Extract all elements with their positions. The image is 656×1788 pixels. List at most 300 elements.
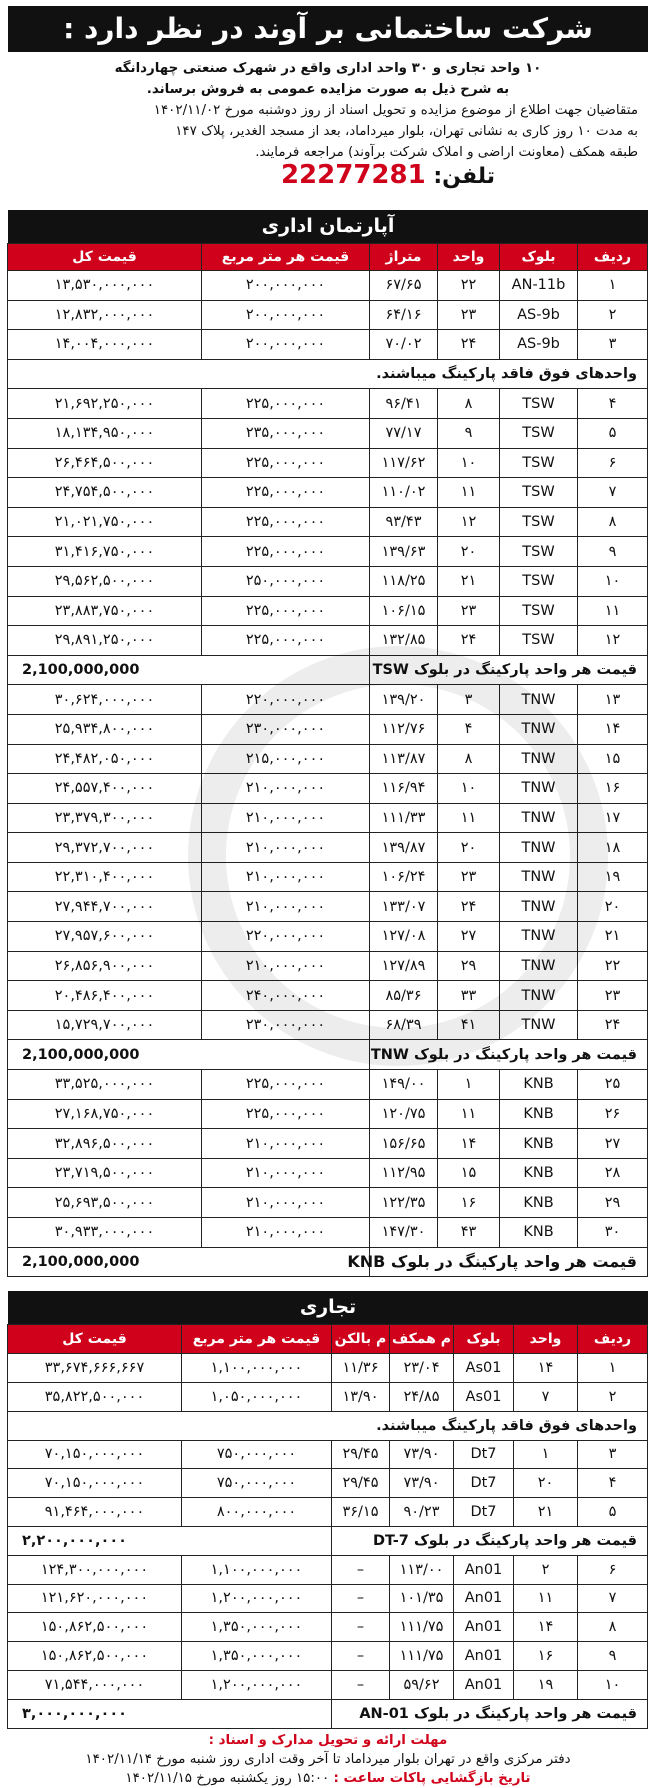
cell-block: An01 — [454, 1584, 514, 1613]
table-row — [8, 774, 648, 804]
spacer — [8, 1277, 648, 1291]
cell-row-no: ۱۱ — [578, 596, 648, 626]
cell-price-per-sqm: ۲۲۵,۰۰۰,۰۰۰ — [202, 1099, 370, 1129]
cell-row-no: ۸ — [578, 1613, 648, 1642]
cell-row-no: ۱۵ — [578, 744, 648, 774]
office-table — [7, 243, 648, 1277]
cell-row-no: ۱۷ — [578, 803, 648, 833]
intro-line-2: به شرح ذیل به صورت مزایده عمومی به فروش برساند. — [146, 82, 510, 97]
cell-row-no: ۵ — [578, 418, 648, 448]
cell-unit: ۲۰ — [514, 1469, 578, 1498]
cell-total-price: ۲۴,۵۵۷,۴۰۰,۰۰۰ — [8, 774, 202, 804]
cell-row-no: ۲۹ — [578, 1188, 648, 1218]
phone-line — [18, 160, 638, 190]
table-row — [8, 1129, 648, 1159]
commercial-group-2 — [8, 1440, 648, 1526]
table-row — [8, 1670, 648, 1699]
cell-area: ۱۰۶/۲۴ — [370, 862, 438, 892]
cell-total-price: ۲۷,۹۵۷,۶۰۰,۰۰۰ — [8, 922, 202, 952]
cell-row-no: ۱ — [578, 1354, 648, 1383]
cell-block: KNB — [500, 1158, 578, 1188]
cell-total-price: ۷۰,۱۵۰,۰۰۰,۰۰۰ — [8, 1469, 182, 1498]
cell-area: ۷۷/۱۷ — [370, 418, 438, 448]
intro-line-5: طبقه همکف (معاونت اراضی و املاک شرکت برآوند) مراجعه فرمایند. — [255, 145, 638, 160]
office-header-row — [8, 244, 648, 271]
opening-title: تاریخ بازگشایی پاکات ساعت : — [333, 1770, 531, 1786]
col-block: بلوک — [454, 1325, 514, 1354]
table-row — [8, 1188, 648, 1218]
cell-area: ۱۲۰/۷۵ — [370, 1099, 438, 1129]
cell-area: ۱۴۷/۳۰ — [370, 1218, 438, 1248]
commercial-group-3 — [8, 1555, 648, 1699]
cell-area: ۱۳۳/۰۷ — [370, 892, 438, 922]
cell-unit: ۸ — [438, 389, 500, 419]
cell-unit: ۲۳ — [438, 596, 500, 626]
cell-total-price: ۳۲,۸۹۶,۵۰۰,۰۰۰ — [8, 1129, 202, 1159]
cell-area: ۱۲۲/۳۵ — [370, 1188, 438, 1218]
cell-ground-area: ۱۱۱/۷۵ — [390, 1613, 454, 1642]
cell-row-no: ۱۲ — [578, 626, 648, 656]
cell-price-per-sqm: ۲۲۵,۰۰۰,۰۰۰ — [202, 626, 370, 656]
table-row — [8, 981, 648, 1011]
cell-block: TSW — [500, 418, 578, 448]
cell-row-no: ۳ — [578, 1440, 648, 1469]
cell-total-price: ۷۱,۵۴۴,۰۰۰,۰۰۰ — [8, 1670, 182, 1699]
no-parking-note: واحدهای فوق فاقد پارکینگ میباشند. — [8, 359, 648, 389]
table-row — [8, 448, 648, 478]
cell-price-per-sqm: ۱,۰۵۰,۰۰۰,۰۰۰ — [182, 1382, 332, 1411]
cell-total-price: ۲۵,۹۳۴,۸۰۰,۰۰۰ — [8, 714, 202, 744]
cell-price-per-sqm: ۲۲۵,۰۰۰,۰۰۰ — [202, 448, 370, 478]
table-row — [8, 1382, 648, 1411]
cell-total-price: ۲۱,۶۹۲,۲۵۰,۰۰۰ — [8, 389, 202, 419]
cell-price-per-sqm: ۲۱۰,۰۰۰,۰۰۰ — [202, 951, 370, 981]
phone-number: 22277281 — [280, 160, 426, 190]
cell-total-price: ۳۵,۸۲۲,۵۰۰,۰۰۰ — [8, 1382, 182, 1411]
cell-price-per-sqm: ۱,۲۰۰,۰۰۰,۰۰۰ — [182, 1584, 332, 1613]
cell-area: ۱۳۹/۸۷ — [370, 833, 438, 863]
cell-area: ۱۱۸/۲۵ — [370, 566, 438, 596]
cell-unit: ۳۳ — [438, 981, 500, 1011]
cell-block: An01 — [454, 1642, 514, 1671]
table-row — [8, 1354, 648, 1383]
cell-unit: ۲ — [514, 1555, 578, 1584]
cell-block: AN-11b — [500, 271, 578, 301]
intro-text — [8, 52, 648, 210]
cell-price-per-sqm: ۸۰۰,۰۰۰,۰۰۰ — [182, 1498, 332, 1527]
ad-page — [8, 6, 648, 1786]
cell-area: ۶۴/۱۶ — [370, 300, 438, 330]
office-section-heading: آپارتمان اداری — [8, 210, 648, 243]
cell-total-price: ۲۴,۴۸۲,۰۵۰,۰۰۰ — [8, 744, 202, 774]
cell-price-per-sqm: ۲۱۰,۰۰۰,۰۰۰ — [202, 1188, 370, 1218]
cell-row-no: ۶ — [578, 448, 648, 478]
cell-total-price: ۲۹,۳۷۲,۷۰۰,۰۰۰ — [8, 833, 202, 863]
cell-balcony-area: – — [332, 1613, 390, 1642]
cell-block: TSW — [500, 537, 578, 567]
cell-unit: ۴۳ — [438, 1218, 500, 1248]
cell-unit: ۲۴ — [438, 626, 500, 656]
parking-knb-row — [8, 1247, 648, 1277]
cell-unit: ۲۰ — [438, 537, 500, 567]
table-row — [8, 300, 648, 330]
cell-block: TNW — [500, 1010, 578, 1040]
cell-row-no: ۲۳ — [578, 981, 648, 1011]
table-row — [8, 1218, 648, 1248]
cell-price-per-sqm: ۱,۳۵۰,۰۰۰,۰۰۰ — [182, 1642, 332, 1671]
cell-balcony-area: – — [332, 1642, 390, 1671]
cell-price-per-sqm: ۲۰۰,۰۰۰,۰۰۰ — [202, 271, 370, 301]
cell-row-no: ۲۶ — [578, 1099, 648, 1129]
cell-row-no: ۴ — [578, 389, 648, 419]
table-row — [8, 507, 648, 537]
parking-dt7-label: قیمت هر واحد پارکینگ در بلوک DT-7 — [332, 1526, 648, 1555]
cell-block: TNW — [500, 833, 578, 863]
cell-total-price: ۲۴,۷۵۴,۵۰۰,۰۰۰ — [8, 478, 202, 508]
cell-area: ۱۳۲/۸۵ — [370, 626, 438, 656]
cell-unit: ۱۲ — [438, 507, 500, 537]
cell-unit: ۲۹ — [438, 951, 500, 981]
cell-unit: ۱ — [514, 1440, 578, 1469]
cell-unit: ۲۴ — [438, 330, 500, 360]
table-row — [8, 478, 648, 508]
cell-unit: ۱۹ — [514, 1670, 578, 1699]
cell-price-per-sqm: ۲۱۰,۰۰۰,۰۰۰ — [202, 1158, 370, 1188]
col-block: بلوک — [500, 244, 578, 271]
table-row — [8, 803, 648, 833]
parking-tnw-value: 2,100,000,000 — [8, 1040, 370, 1070]
parking-tsw-row — [8, 655, 648, 685]
table-row — [8, 862, 648, 892]
cell-unit: ۱۵ — [438, 1158, 500, 1188]
cell-row-no: ۹ — [578, 537, 648, 567]
intro-line-4: به مدت ۱۰ روز کاری به نشانی تهران، بلوار میرداماد، بعد از مسجد الغدیر، پلاک ۱۴۷ — [175, 124, 638, 139]
cell-row-no: ۱۳ — [578, 685, 648, 715]
cell-row-no: ۱۶ — [578, 774, 648, 804]
cell-block: TNW — [500, 862, 578, 892]
cell-block: TNW — [500, 951, 578, 981]
col-area: متراژ — [370, 244, 438, 271]
cell-price-per-sqm: ۲۲۵,۰۰۰,۰۰۰ — [202, 478, 370, 508]
cell-unit: ۲۱ — [514, 1498, 578, 1527]
cell-block: An01 — [454, 1613, 514, 1642]
cell-unit: ۲۷ — [438, 922, 500, 952]
cell-price-per-sqm: ۲۱۵,۰۰۰,۰۰۰ — [202, 744, 370, 774]
cell-total-price: ۱۲۱,۶۲۰,۰۰۰,۰۰۰ — [8, 1584, 182, 1613]
cell-price-per-sqm: ۲۰۰,۰۰۰,۰۰۰ — [202, 300, 370, 330]
cell-price-per-sqm: ۱,۲۰۰,۰۰۰,۰۰۰ — [182, 1670, 332, 1699]
cell-block: TSW — [500, 448, 578, 478]
cell-area: ۱۱۲/۷۶ — [370, 714, 438, 744]
cell-price-per-sqm: ۷۵۰,۰۰۰,۰۰۰ — [182, 1440, 332, 1469]
deadline-title: مهلت ارائه و تحویل مدارک و اسناد : — [208, 1732, 448, 1748]
cell-total-price: ۷۰,۱۵۰,۰۰۰,۰۰۰ — [8, 1440, 182, 1469]
cell-unit: ۱۴ — [438, 1129, 500, 1159]
commercial-note-row — [8, 1411, 648, 1440]
cell-total-price: ۹۱,۴۶۴,۰۰۰,۰۰۰ — [8, 1498, 182, 1527]
cell-price-per-sqm: ۲۱۰,۰۰۰,۰۰۰ — [202, 833, 370, 863]
table-row — [8, 922, 648, 952]
parking-tsw-label: قیمت هر واحد پارکینگ در بلوک TSW — [370, 655, 648, 685]
table-row — [8, 418, 648, 448]
cell-balcony-area: ۲۹/۴۵ — [332, 1469, 390, 1498]
table-row — [8, 1642, 648, 1671]
col-total-price: قیمت کل — [8, 1325, 182, 1354]
cell-block: An01 — [454, 1555, 514, 1584]
cell-ground-area: ۱۰۱/۳۵ — [390, 1584, 454, 1613]
cell-row-no: ۱ — [578, 271, 648, 301]
cell-total-price: ۳۰,۹۳۳,۰۰۰,۰۰۰ — [8, 1218, 202, 1248]
cell-unit: ۲۰ — [438, 833, 500, 863]
table-row — [8, 1498, 648, 1527]
cell-row-no: ۳۰ — [578, 1218, 648, 1248]
cell-block: KNB — [500, 1070, 578, 1100]
cell-unit: ۱۰ — [438, 448, 500, 478]
cell-block: As01 — [454, 1382, 514, 1411]
cell-unit: ۲۱ — [438, 566, 500, 596]
cell-unit: ۱۱ — [438, 803, 500, 833]
parking-knb-label: قیمت هر واحد پارکینگ در بلوک KNB — [370, 1247, 648, 1277]
table-row — [8, 1158, 648, 1188]
table-row — [8, 1469, 648, 1498]
cell-block: TSW — [500, 478, 578, 508]
footer — [8, 1729, 648, 1788]
cell-total-price: ۲۱,۰۲۱,۷۵۰,۰۰۰ — [8, 507, 202, 537]
cell-total-price: ۳۱,۴۱۶,۷۵۰,۰۰۰ — [8, 537, 202, 567]
cell-row-no: ۱۴ — [578, 714, 648, 744]
table-row — [8, 330, 648, 360]
cell-block: TSW — [500, 507, 578, 537]
cell-price-per-sqm: ۲۱۰,۰۰۰,۰۰۰ — [202, 774, 370, 804]
cell-row-no: ۲۸ — [578, 1158, 648, 1188]
cell-price-per-sqm: ۲۱۰,۰۰۰,۰۰۰ — [202, 1129, 370, 1159]
cell-block: TSW — [500, 626, 578, 656]
parking-an01-value: ۳,۰۰۰,۰۰۰,۰۰۰ — [8, 1699, 332, 1728]
cell-row-no: ۹ — [578, 1642, 648, 1671]
cell-price-per-sqm: ۷۵۰,۰۰۰,۰۰۰ — [182, 1469, 332, 1498]
table-row — [8, 744, 648, 774]
col-unit: واحد — [514, 1325, 578, 1354]
no-parking-note: واحدهای فوق فاقد پارکینگ میباشند. — [8, 1411, 648, 1440]
commercial-group-1 — [8, 1354, 648, 1412]
parking-knb-value: 2,100,000,000 — [8, 1247, 370, 1277]
cell-price-per-sqm: ۱,۱۰۰,۰۰۰,۰۰۰ — [182, 1555, 332, 1584]
cell-block: AS-9b — [500, 330, 578, 360]
table-row — [8, 892, 648, 922]
parking-tnw-row — [8, 1040, 648, 1070]
cell-total-price: ۲۹,۵۶۲,۵۰۰,۰۰۰ — [8, 566, 202, 596]
table-row — [8, 1440, 648, 1469]
table-row — [8, 1555, 648, 1584]
cell-unit: ۱۰ — [438, 774, 500, 804]
cell-ground-area: ۱۱۱/۷۵ — [390, 1642, 454, 1671]
table-row — [8, 271, 648, 301]
opening-text: ۱۵:۰۰ روز یکشنبه مورخ ۱۴۰۲/۱۱/۱۵ — [125, 1770, 330, 1786]
parking-an01-row — [8, 1699, 648, 1728]
cell-area: ۱۴۹/۰۰ — [370, 1070, 438, 1100]
cell-unit: ۱۶ — [514, 1642, 578, 1671]
cell-area: ۱۱۳/۸۷ — [370, 744, 438, 774]
cell-block: TSW — [500, 596, 578, 626]
cell-price-per-sqm: ۲۵۰,۰۰۰,۰۰۰ — [202, 566, 370, 596]
cell-block: Dt7 — [454, 1469, 514, 1498]
cell-row-no: ۲۴ — [578, 1010, 648, 1040]
office-group-1 — [8, 271, 648, 360]
cell-block: Dt7 — [454, 1440, 514, 1469]
cell-total-price: ۱۲,۸۳۲,۰۰۰,۰۰۰ — [8, 300, 202, 330]
cell-unit: ۲۲ — [438, 271, 500, 301]
cell-block: KNB — [500, 1099, 578, 1129]
cell-total-price: ۳۳,۶۷۴,۶۶۶,۶۶۷ — [8, 1354, 182, 1383]
cell-area: ۱۱۱/۳۳ — [370, 803, 438, 833]
cell-row-no: ۲۷ — [578, 1129, 648, 1159]
cell-price-per-sqm: ۲۲۵,۰۰۰,۰۰۰ — [202, 1070, 370, 1100]
cell-block: TNW — [500, 892, 578, 922]
cell-area: ۱۲۷/۸۹ — [370, 951, 438, 981]
cell-row-no: ۷ — [578, 478, 648, 508]
cell-area: ۱۲۷/۰۸ — [370, 922, 438, 952]
cell-price-per-sqm: ۲۴۰,۰۰۰,۰۰۰ — [202, 981, 370, 1011]
cell-price-per-sqm: ۲۲۵,۰۰۰,۰۰۰ — [202, 596, 370, 626]
cell-area: ۱۱۲/۹۵ — [370, 1158, 438, 1188]
cell-block: KNB — [500, 1188, 578, 1218]
cell-price-per-sqm: ۱,۱۰۰,۰۰۰,۰۰۰ — [182, 1354, 332, 1383]
cell-balcony-area: – — [332, 1555, 390, 1584]
col-price-per-sqm: قیمت هر متر مربع — [182, 1325, 332, 1354]
commercial-table — [7, 1324, 648, 1728]
cell-area: ۸۵/۳۶ — [370, 981, 438, 1011]
cell-total-price: ۱۵۰,۸۶۲,۵۰۰,۰۰۰ — [8, 1642, 182, 1671]
table-row — [8, 596, 648, 626]
cell-area: ۷۰/۰۲ — [370, 330, 438, 360]
cell-unit: ۲۳ — [438, 300, 500, 330]
cell-unit: ۷ — [514, 1382, 578, 1411]
cell-unit: ۳ — [438, 685, 500, 715]
cell-balcony-area: – — [332, 1584, 390, 1613]
office-group-2 — [8, 389, 648, 655]
col-total-price: قیمت کل — [8, 244, 202, 271]
cell-balcony-area: ۳۶/۱۵ — [332, 1498, 390, 1527]
cell-area: ۱۳۹/۲۰ — [370, 685, 438, 715]
cell-row-no: ۱۰ — [578, 1670, 648, 1699]
cell-price-per-sqm: ۲۳۰,۰۰۰,۰۰۰ — [202, 1010, 370, 1040]
col-balcony-area: م بالکن — [332, 1325, 390, 1354]
parking-tnw-label: قیمت هر واحد پارکینگ در بلوک TNW — [370, 1040, 648, 1070]
cell-price-per-sqm: ۲۱۰,۰۰۰,۰۰۰ — [202, 862, 370, 892]
cell-row-no: ۴ — [578, 1469, 648, 1498]
cell-area: ۶۸/۳۹ — [370, 1010, 438, 1040]
cell-row-no: ۸ — [578, 507, 648, 537]
cell-price-per-sqm: ۲۲۰,۰۰۰,۰۰۰ — [202, 685, 370, 715]
cell-block: Dt7 — [454, 1498, 514, 1527]
cell-block: TNW — [500, 714, 578, 744]
cell-total-price: ۲۶,۸۵۶,۹۰۰,۰۰۰ — [8, 951, 202, 981]
col-price-per-sqm: قیمت هر متر مربع — [202, 244, 370, 271]
table-row — [8, 1010, 648, 1040]
cell-price-per-sqm: ۲۱۰,۰۰۰,۰۰۰ — [202, 892, 370, 922]
parking-tsw-value: 2,100,000,000 — [8, 655, 370, 685]
cell-total-price: ۱۸,۱۳۴,۹۵۰,۰۰۰ — [8, 418, 202, 448]
cell-ground-area: ۲۳/۰۴ — [390, 1354, 454, 1383]
cell-area: ۶۷/۶۵ — [370, 271, 438, 301]
cell-total-price: ۲۳,۷۱۹,۵۰۰,۰۰۰ — [8, 1158, 202, 1188]
cell-block: TNW — [500, 774, 578, 804]
commercial-section-heading: تجاری — [8, 1291, 648, 1324]
cell-area: ۱۱۷/۶۲ — [370, 448, 438, 478]
cell-price-per-sqm: ۲۳۵,۰۰۰,۰۰۰ — [202, 418, 370, 448]
table-row — [8, 1584, 648, 1613]
col-unit: واحد — [438, 244, 500, 271]
cell-block: TNW — [500, 685, 578, 715]
cell-unit: ۴ — [438, 714, 500, 744]
cell-balcony-area: ۱۱/۳۶ — [332, 1354, 390, 1383]
cell-total-price: ۲۵,۶۹۳,۵۰۰,۰۰۰ — [8, 1188, 202, 1218]
cell-total-price: ۲۳,۸۸۳,۷۵۰,۰۰۰ — [8, 596, 202, 626]
cell-total-price: ۱۴,۰۰۴,۰۰۰,۰۰۰ — [8, 330, 202, 360]
cell-row-no: ۱۸ — [578, 833, 648, 863]
cell-area: ۱۵۶/۶۵ — [370, 1129, 438, 1159]
table-row — [8, 1613, 648, 1642]
cell-row-no: ۲۱ — [578, 922, 648, 952]
opening-line — [8, 1769, 648, 1788]
table-row — [8, 566, 648, 596]
table-row — [8, 951, 648, 981]
cell-block: TNW — [500, 803, 578, 833]
cell-ground-area: ۹۰/۲۳ — [390, 1498, 454, 1527]
cell-unit: ۱۶ — [438, 1188, 500, 1218]
cell-price-per-sqm: ۲۲۰,۰۰۰,۰۰۰ — [202, 922, 370, 952]
cell-price-per-sqm: ۲۱۰,۰۰۰,۰۰۰ — [202, 803, 370, 833]
cell-area: ۱۱۰/۰۲ — [370, 478, 438, 508]
cell-total-price: ۲۶,۴۶۴,۵۰۰,۰۰۰ — [8, 448, 202, 478]
cell-total-price: ۳۳,۵۲۵,۰۰۰,۰۰۰ — [8, 1070, 202, 1100]
table-row — [8, 626, 648, 656]
cell-unit: ۸ — [438, 744, 500, 774]
cell-unit: ۲۳ — [438, 862, 500, 892]
cell-total-price: ۱۵,۷۲۹,۷۰۰,۰۰۰ — [8, 1010, 202, 1040]
cell-area: ۱۳۹/۶۳ — [370, 537, 438, 567]
table-row — [8, 1070, 648, 1100]
cell-row-no: ۱۰ — [578, 566, 648, 596]
cell-unit: ۱۱ — [438, 478, 500, 508]
cell-row-no: ۲ — [578, 300, 648, 330]
cell-balcony-area: – — [332, 1670, 390, 1699]
cell-row-no: ۲۲ — [578, 951, 648, 981]
cell-block: KNB — [500, 1218, 578, 1248]
cell-price-per-sqm: ۲۱۰,۰۰۰,۰۰۰ — [202, 1218, 370, 1248]
cell-total-price: ۱۳,۵۳۰,۰۰۰,۰۰۰ — [8, 271, 202, 301]
table-row — [8, 389, 648, 419]
cell-unit: ۱۴ — [514, 1613, 578, 1642]
cell-total-price: ۱۵۰,۸۶۲,۵۰۰,۰۰۰ — [8, 1613, 182, 1642]
table-row — [8, 714, 648, 744]
cell-unit: ۲۴ — [438, 892, 500, 922]
cell-block: AS-9b — [500, 300, 578, 330]
cell-unit: ۱۱ — [438, 1099, 500, 1129]
intro-line-1: ۱۰ واحد تجاری و ۳۰ واحد اداری واقع در شهرک صنعتی چهاردانگه — [114, 61, 542, 76]
col-row-no: ردیف — [578, 1325, 648, 1354]
cell-unit: ۱۴ — [514, 1354, 578, 1383]
intro-line-3: متقاضیان جهت اطلاع از موضوع مزایده و تحویل اسناد از روز دوشنبه مورخ ۱۴۰۲/۱۱/۰۲ — [153, 103, 638, 118]
cell-area: ۱۱۶/۹۴ — [370, 774, 438, 804]
parking-dt7-value: ۲,۲۰۰,۰۰۰,۰۰۰ — [8, 1526, 332, 1555]
office-group-3 — [8, 685, 648, 1040]
cell-balcony-area: ۱۳/۹۰ — [332, 1382, 390, 1411]
cell-block: An01 — [454, 1670, 514, 1699]
cell-price-per-sqm: ۲۲۵,۰۰۰,۰۰۰ — [202, 537, 370, 567]
cell-price-per-sqm: ۱,۳۵۰,۰۰۰,۰۰۰ — [182, 1613, 332, 1642]
cell-price-per-sqm: ۲۳۰,۰۰۰,۰۰۰ — [202, 714, 370, 744]
